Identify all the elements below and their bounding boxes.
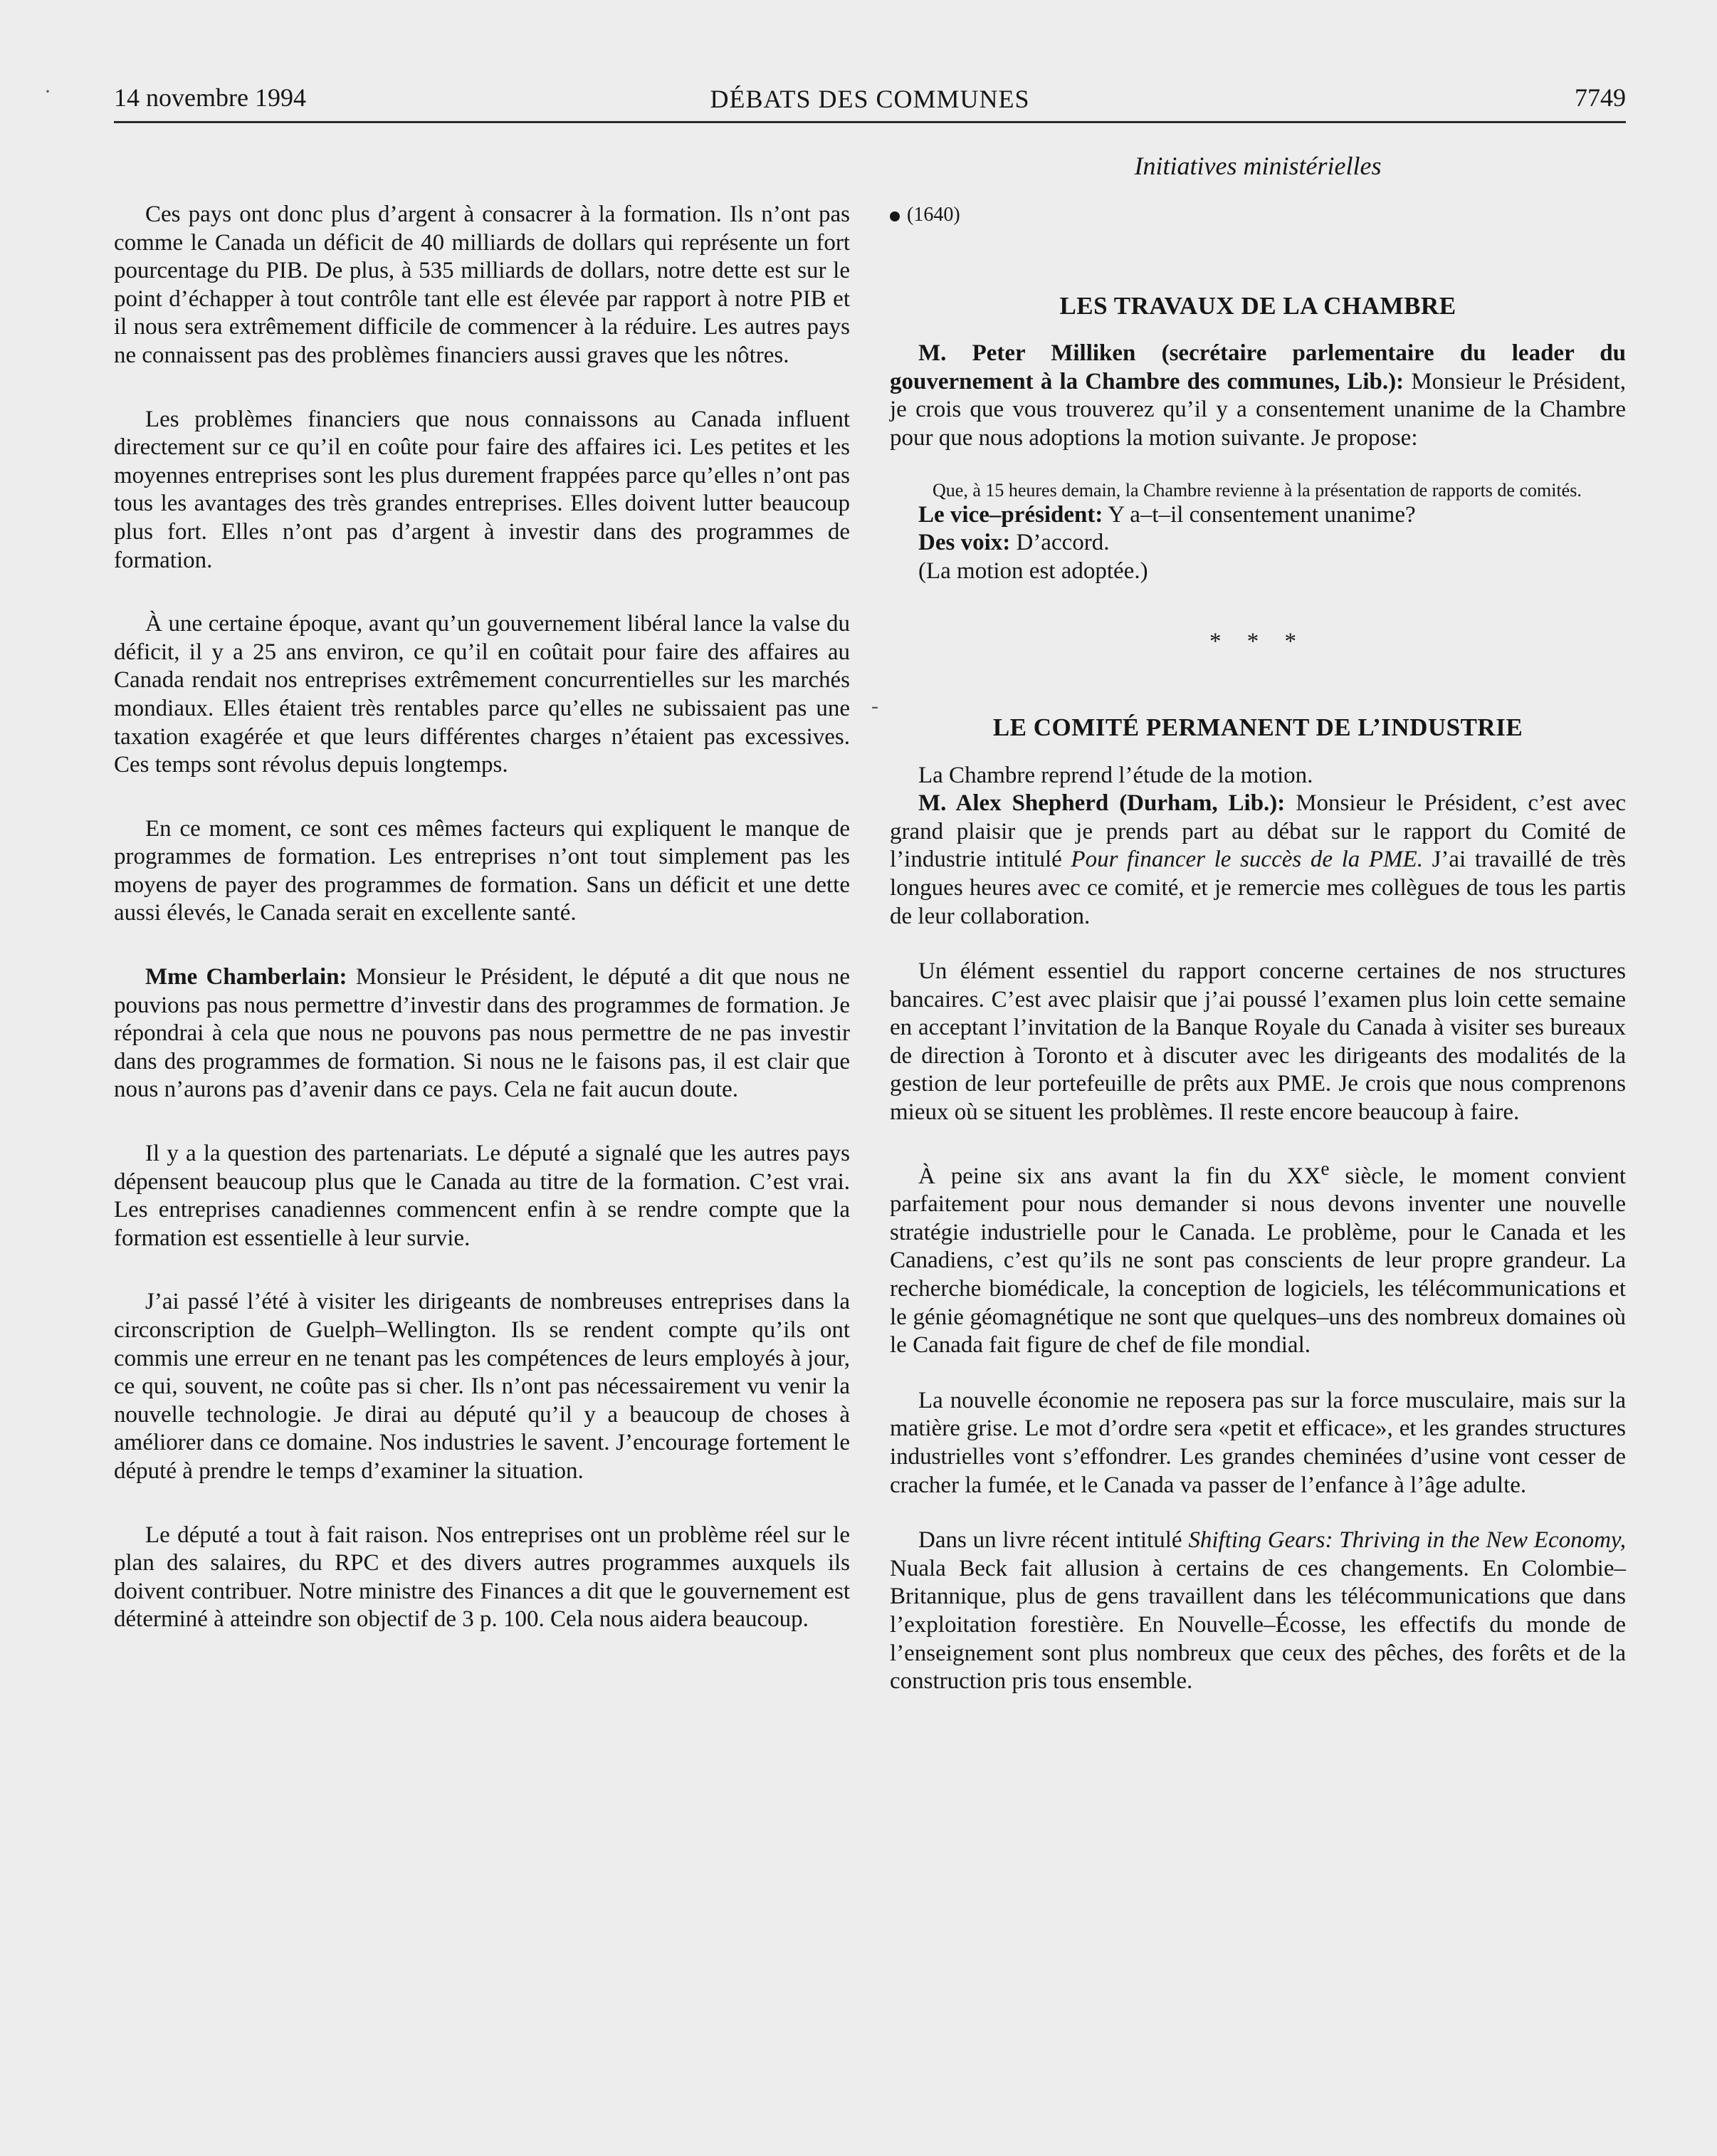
paragraph-shepherd	[890, 790, 1626, 931]
speech-text: Y a–t–il consentement unanime?	[1108, 501, 1416, 528]
paragraph: En ce moment, ce sont ces mêmes facteurs qui expliquent le manque de programmes de formation. Les entreprises n’ont tout simplement pas les moyens de payer des programmes de formation. Sans un déficit et une dette aussi élevés, le Canada serait en excellente santé.	[114, 815, 850, 926]
paragraph-milliken	[890, 340, 1626, 452]
scan-speck: ·	[44, 80, 51, 103]
paragraph-century	[890, 1154, 1626, 1360]
heading-comite: LE COMITÉ PERMANENT DE L’INDUSTRIE	[992, 713, 1523, 741]
header-title: DÉBATS DES COMMUNES	[710, 85, 1030, 113]
speech-text: Nuala Beck fait allusion à certains de ces changements. En Colombie–Britannique, plus de gens travaillent dans les télécommunications que dans l’exploitation forestière. En Nouvelle–Écosse, les effectifs du monde de l’enseignement sont plus nombreux que ceux des pêches, des forêts et de la construction pris tous ensemble.	[890, 1555, 1626, 1695]
section-separator: * * *	[1209, 629, 1306, 655]
report-title: Pour financer le succès de la PME.	[1071, 847, 1423, 873]
right-column	[890, 201, 1626, 1723]
line-voices	[890, 529, 1626, 558]
motion-adopted: (La motion est adoptée.)	[918, 558, 1148, 584]
speech-text: Monsieur le Président, c’est avec grand plaisir que je prends part au débat sur le rapport du Comité de l’industrie intitulé	[890, 790, 1627, 873]
superscript: e	[1320, 1156, 1330, 1179]
scan-speck: -	[871, 694, 878, 718]
paragraph-chamberlain	[114, 963, 850, 1104]
section-label: Initiatives ministérielles	[1134, 152, 1382, 180]
header-date: 14 novembre 1994	[114, 83, 306, 112]
speaker-name: M. Peter Milliken (secrétaire parlementaire du leader du gouvernement à la Chambre des communes, Lib.):	[890, 340, 1626, 394]
page-header	[114, 78, 1626, 123]
speech-text: Monsieur le Président, le député a dit que nous ne pouvions pas nous permettre d’investir dans des programmes de formation. Je répondrai à cela que nous ne pouvons pas nous permettre de ne pas investir dans des programmes de formation. Si nous ne le faisons pas, il est clair que nous n’aurons pas d’avenir dans ce pays. Cela ne fait aucun doute.	[114, 964, 850, 1103]
left-column	[114, 201, 850, 1670]
book-title: Shifting Gears: Thriving in the New Economy,	[1188, 1527, 1626, 1554]
bullet-icon	[890, 211, 900, 221]
paragraph: Il y a la question des partenariats. Le député a signalé que les autres pays dépensent beaucoup plus que le Canada au titre de la formation. C’est vrai. Les entreprises canadiennes commencent enfin à se rendre compte que la formation est essentielle à leur survie.	[114, 1141, 850, 1251]
page-number: 7749	[1575, 83, 1626, 112]
time-stamp	[890, 201, 1626, 229]
time-stamp-text: (1640)	[907, 204, 960, 226]
paragraph: Ces pays ont donc plus d’argent à consacrer à la formation. Ils n’ont pas comme le Canada un déficit de 40 milliards de dollars qui représente un fort pourcentage du PIB. De plus, à 535 milliards de dollars, notre dette est sur le point d’échapper à tout contrôle tant elle est élevée par rapport à notre PIB et il nous sera extrêmement difficile de commencer à la réduire. Les autres pays ne connaissent pas des problèmes financiers aussi graves que les nôtres.	[114, 202, 850, 368]
paragraph: Les problèmes financiers que nous connaissons au Canada influent directement sur ce qu’il en coûte pour faire des affaires ici. Les petites et les moyennes entreprises sont les plus durement frappées parce qu’elles n’ont pas tous les avantages des très grandes entreprises. Elles doivent lutter beaucoup plus fort. Elles n’ont pas d’argent à investir dans des programmes de formation.	[114, 406, 850, 573]
speech-text: J’ai travaillé de très longues heures avec ce comité, et je remercie mes collègues de tous les partis de leur collaboration.	[890, 847, 1627, 929]
paragraph-beck	[890, 1527, 1626, 1696]
heading-travaux: LES TRAVAUX DE LA CHAMBRE	[1059, 291, 1456, 320]
paragraph: À une certaine époque, avant qu’un gouvernement libéral lance la valse du déficit, il y a 25 ans environ, ce qu’il en coûtait pour faire des affaires au Canada rendait nos entreprises extrêmement concurrentielles sur les marchés mondiaux. Elles étaient très rentables parce qu’elles ne subissaient pas une taxation exagérée et que leurs différentes charges n’étaient pas excessives. Ces temps sont révolus depuis longtemps.	[114, 611, 850, 778]
speech-text: Monsieur le Président, je crois que vous trouverez qu’il y a consentement unanime de la Chambre pour que nous adoptions la motion suivante. Je propose:	[890, 368, 1626, 451]
speech-text: D’accord.	[1016, 530, 1110, 556]
motion-quote: Que, à 15 heures demain, la Chambre revienne à la présentation de rapports de comités.	[933, 479, 1582, 501]
resume-line: La Chambre reprend l’étude de la motion.	[918, 762, 1313, 788]
speaker-name: Des voix:	[918, 530, 1011, 556]
line-vice-president	[890, 501, 1626, 530]
speaker-name: M. Alex Shepherd (Durham, Lib.):	[918, 790, 1286, 817]
paragraph: La nouvelle économie ne reposera pas sur la force musculaire, mais sur la matière grise. Le mot d’ordre sera «petit et efficace», et les grandes structures industrielles vont s’effondrer. Les grandes cheminées d’usine vont cesser de cracher la fumée, et le Canada va passer de l’enfance à l’âge adulte.	[890, 1387, 1626, 1498]
speech-text: Dans un livre récent intitulé	[918, 1527, 1182, 1554]
speech-text: À peine six ans avant la fin du XX	[918, 1163, 1321, 1189]
paragraph: Un élément essentiel du rapport concerne certaines de nos structures bancaires. C’est avec plaisir que j’ai poussé l’examen plus loin cette semaine en acceptant l’invitation de la Banque Royale du Canada à visiter ses bureaux de direction à Toronto et à discuter avec les dirigeants des modalités de la gestion de leur portefeuille de prêts aux PME. Je crois que nous comprenons mieux où se situent les problèmes. Il reste encore beaucoup à faire.	[890, 958, 1626, 1126]
speech-text: siècle, le moment convient parfaitement pour nous demander si nous devons inventer une nouvelle stratégie industrielle pour le Canada. Le problème, pour le Canada et les Canadiens, c’est qu’ils ne sont pas conscients de leur propre grandeur. La recherche biomédicale, la conception de logiciels, les télécommunications et le génie géomagnétique ne sont que quelques–uns des nombreux domaines où le Canada fait figure de chef de file mondial.	[890, 1163, 1626, 1359]
speaker-name: Le vice–président:	[918, 501, 1103, 528]
paragraph: J’ai passé l’été à visiter les dirigeants de nombreuses entreprises dans la circonscription de Guelph–Wellington. Ils se rendent compte qu’ils ont commis une erreur en ne tenant pas les compétences de leurs employés à jour, ce qui, souvent, ne coûte pas si cher. Ils n’ont pas nécessairement vu venir la nouvelle technologie. Je dirai au député qu’il y a beaucoup de choses à améliorer dans ce domaine. Nos industries le savent. J’encourage fortement le député à prendre le temps d’examiner la situation.	[114, 1289, 850, 1484]
paragraph: Le député a tout à fait raison. Nos entreprises ont un problème réel sur le plan des salaires, du RPC et des divers autres programmes auxquels ils doivent contribuer. Notre ministre des Finances a dit que le gouvernement est déterminé à atteindre son objectif de 3 p. 100. Cela nous aidera beaucoup.	[114, 1522, 850, 1633]
speaker-name: Mme Chamberlain:	[145, 964, 347, 990]
